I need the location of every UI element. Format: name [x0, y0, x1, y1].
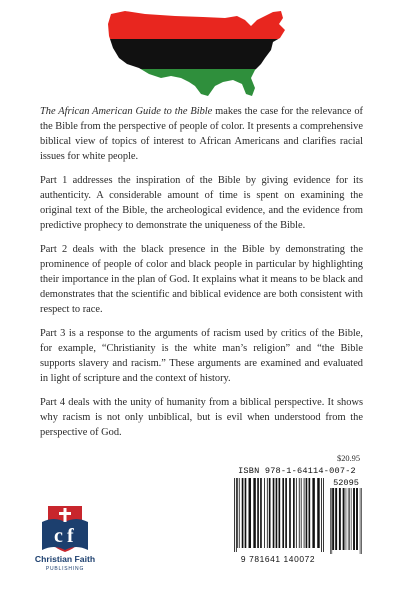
barcode-bar: [299, 478, 300, 548]
barcode-bar: [360, 488, 361, 554]
barcode-bar: [236, 478, 237, 552]
barcode-bar: [285, 478, 287, 548]
barcode-bar: [335, 488, 337, 550]
barcode-bar: [282, 478, 284, 548]
barcode-bar: [339, 488, 341, 550]
publisher-subtitle: PUBLISHING: [45, 566, 85, 572]
barcode-bar: [245, 478, 247, 548]
svg-text:f: f: [67, 525, 74, 547]
barcode-bar: [301, 478, 302, 548]
barcode-bar: [346, 488, 347, 550]
paragraph-intro: [40, 104, 363, 164]
barcode-bar: [296, 478, 297, 548]
barcode-bar: [249, 478, 251, 548]
book-title-italic: The African American Guide to the Bible: [40, 106, 213, 117]
paragraph-part-4: Part 4 deals with the unity of humanity from a biblical perspective. It shows why racism is not only unbiblical, but is evil when understood from the perspective of God.: [40, 396, 363, 438]
green-stripe: [105, 69, 295, 100]
paragraph-part-1: Part 1 addresses the inspiration of the Bible by giving evidence for its authenticity. A considerable amount of time is spent on examining the original text of the Bible, the archeological evidence, and the evidence from predictive prophecy to demonstrate the uniqueness of the Bible.: [40, 174, 363, 232]
usa-flag-map: [105, 8, 295, 100]
intro-text: makes the case for the relevance of the Bible from the perspective of people of color. It presents a comprehensive biblical view of topics of interest to African Americans and clarifies racial issues for white people.: [40, 106, 363, 163]
barcode-bar: [293, 478, 295, 548]
svg-text:c: c: [54, 525, 63, 547]
barcode-bar: [330, 488, 331, 554]
barcode-bar: [276, 478, 278, 548]
publisher-name: Christian Faith: [34, 554, 96, 564]
isbn-barcode: [228, 466, 366, 564]
barcode-bar: [257, 478, 259, 548]
barcode-bars: [228, 478, 366, 554]
black-stripe: [105, 39, 295, 69]
back-cover-description: [40, 104, 363, 448]
barcode-addon-number: 52095: [333, 478, 359, 488]
price-label: $20.95: [337, 454, 361, 463]
barcode-bar: [309, 478, 311, 548]
barcode-bar: [356, 488, 358, 550]
publisher-logo: [34, 500, 96, 580]
barcode-bar: [306, 478, 308, 548]
barcode-bar: [321, 478, 322, 552]
barcode-bar: [242, 478, 244, 548]
barcode-bar: [239, 478, 240, 548]
paragraph-part-2: Part 2 deals with the black presence in the Bible by demonstrating the prominence of people of color and black people in particular by highlighting their importance in the plan of God. It explains what it means to be black and demonstrates that the scientific and biblical evidence are both consistent with respect to race.: [40, 243, 363, 316]
barcode-bar: [273, 478, 275, 548]
barcode-bar: [332, 488, 334, 550]
barcode-bar: [348, 488, 349, 550]
barcode-bar: [269, 478, 271, 548]
usa-map-icon: [105, 8, 295, 100]
barcode-bar: [323, 478, 324, 552]
barcode-bar: [343, 488, 345, 550]
barcode-bar: [351, 488, 352, 550]
barcode-bar: [349, 488, 350, 550]
barcode-bar: [253, 478, 255, 548]
barcode-bar: [289, 478, 291, 548]
barcode-bar: [353, 488, 355, 550]
paragraph-part-3: Part 3 is a response to the arguments of racism used by critics of the Bible, for example, “Christianity is the white man’s religion” and “the Bible supports slavery and racism.” These arguments are examined and evaluated in light of scripture and the context of history.: [40, 327, 363, 384]
barcode-bar: [361, 488, 362, 554]
cross-book-logo-icon: [34, 500, 96, 554]
barcode-bar: [279, 478, 281, 548]
barcode-bar: [317, 478, 319, 548]
barcode-bar: [304, 478, 305, 548]
barcode-bar: [237, 478, 238, 548]
barcode-bar: [260, 478, 262, 548]
barcode-bar: [312, 478, 314, 548]
barcode-bar: [267, 478, 268, 548]
barcode-bar: [331, 488, 332, 554]
barcode-bar: [234, 478, 235, 552]
red-stripe: [105, 8, 295, 39]
barcode-digits: 9 781641 140072: [240, 554, 316, 564]
barcode-bar: [264, 478, 265, 548]
isbn-label: ISBN 978-1-64114-007-2: [238, 466, 356, 476]
